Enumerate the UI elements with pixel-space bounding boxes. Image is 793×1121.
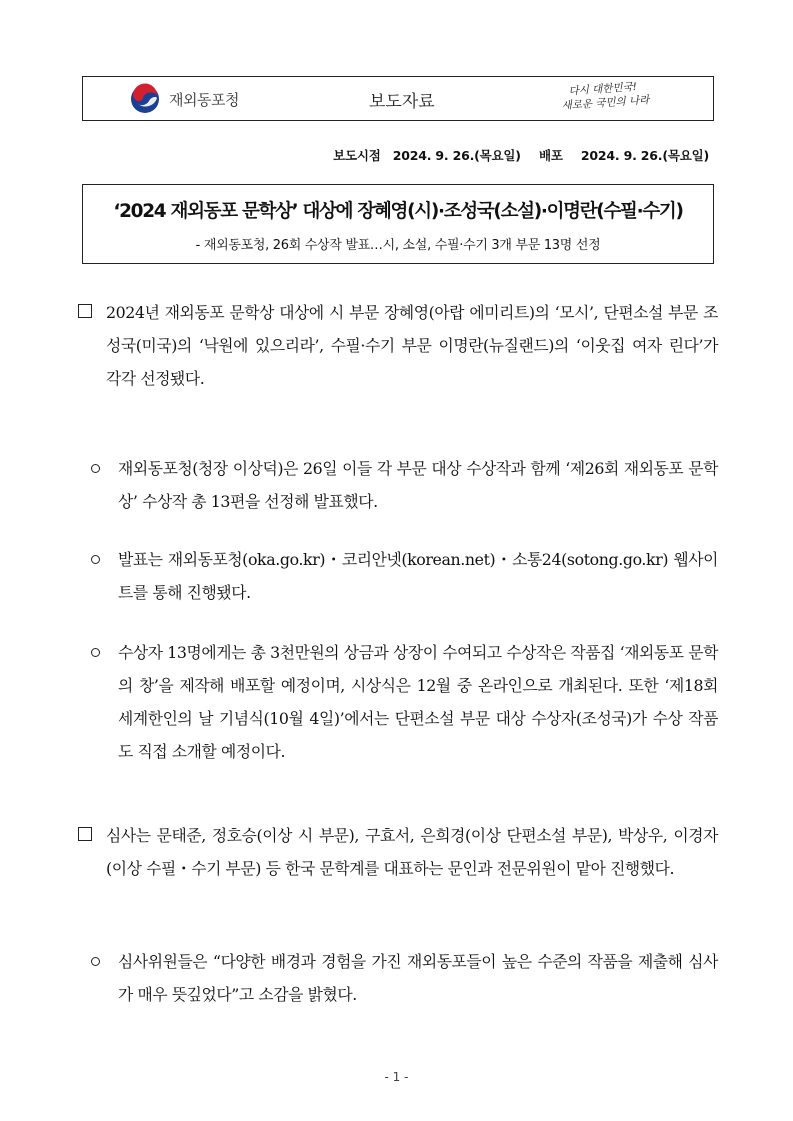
dist-label: 배포 [538, 148, 563, 163]
paragraph-text: 심사는 문태준, 정호승(이상 시 부문), 구효서, 은희경(이상 단편소설 부문), 박상우, 이경자(이상 수필・수기 부문) 등 한국 문학계를 대표하는 문인과 전문위원이 맡아 진행했다. [106, 826, 718, 878]
slogan [560, 77, 682, 113]
square-bullet-icon [78, 304, 92, 318]
paragraph-text: 심사위원들은 “다양한 배경과 경험을 가진 재외동포들이 높은 수준의 작품을 제출해 심사가 매우 뜻깊었다”고 소감을 밝혔다. [118, 952, 718, 1004]
header-box [82, 76, 714, 121]
square-bullet-icon [78, 827, 92, 841]
doc-type: 보도자료 [369, 92, 435, 112]
report-label: 보도시점 [333, 148, 381, 163]
paragraph-text: 재외동포청(청장 이상덕)은 26일 이들 각 부문 대상 수상작과 함께 ‘제26회 재외동포 문학상’ 수상작 총 13편을 선정해 발표했다. [118, 459, 718, 511]
slogan-line-2: 새로운 국민의 나라 [561, 94, 650, 113]
headline-subtitle: - 재외동포청, 26회 수상작 발표…시, 소설, 수필·수기 3개 부문 13명 선정 [195, 238, 601, 253]
slogan-line-1: 다시 대한민국! [568, 80, 638, 98]
dist-date: 2024. 9. 26.(목요일) [580, 148, 709, 163]
circle-bullet-icon [91, 957, 100, 966]
org-name: 재외동포청 [169, 91, 239, 109]
page-number: - 1 - [384, 1070, 409, 1084]
circle-bullet-icon [91, 648, 100, 657]
headline-title: ‘2024 재외동포 문학상’ 대상에 장혜영(시)·조성국(소설)·이명란(수필·수기) [113, 201, 683, 222]
circle-bullet-icon [91, 555, 100, 564]
paragraph-text: 2024년 재외동포 문학상 대상에 시 부문 장혜영(아랍 에미리트)의 ‘모시’, 단편소설 부문 조성국(미국)의 ‘낙원에 있으리라’, 수필·수기 부문 이명란(뉴질랜드)의 ‘이웃집 여자 린다’가 각각 선정됐다. [106, 303, 718, 388]
report-date: 2024. 9. 26.(목요일) [392, 148, 521, 163]
release-line [325, 146, 709, 164]
headline-box [82, 184, 714, 264]
paragraph-text: 수상자 13명에게는 총 3천만원의 상금과 상장이 수여되고 수상작은 작품집 ‘재외동포 문학의 창’을 제작해 배포할 예정이며, 시상식은 12월 중 온라인으로 개최된다. 또한 ‘제18회 세계한인의 날 기념식(10월 4일)’에서는 단편소설 부문 대상 수상자(조성국)가 수상 작품도 직접 소개할 예정이다. [118, 643, 718, 761]
korea-taegeuk-logo-icon [129, 83, 161, 115]
paragraph-text: 발표는 재외동포청(oka.go.kr)・코리안넷(korean.net)・소통24(sotong.go.kr) 웹사이트를 통해 진행됐다. [118, 550, 718, 602]
circle-bullet-icon [91, 464, 100, 473]
